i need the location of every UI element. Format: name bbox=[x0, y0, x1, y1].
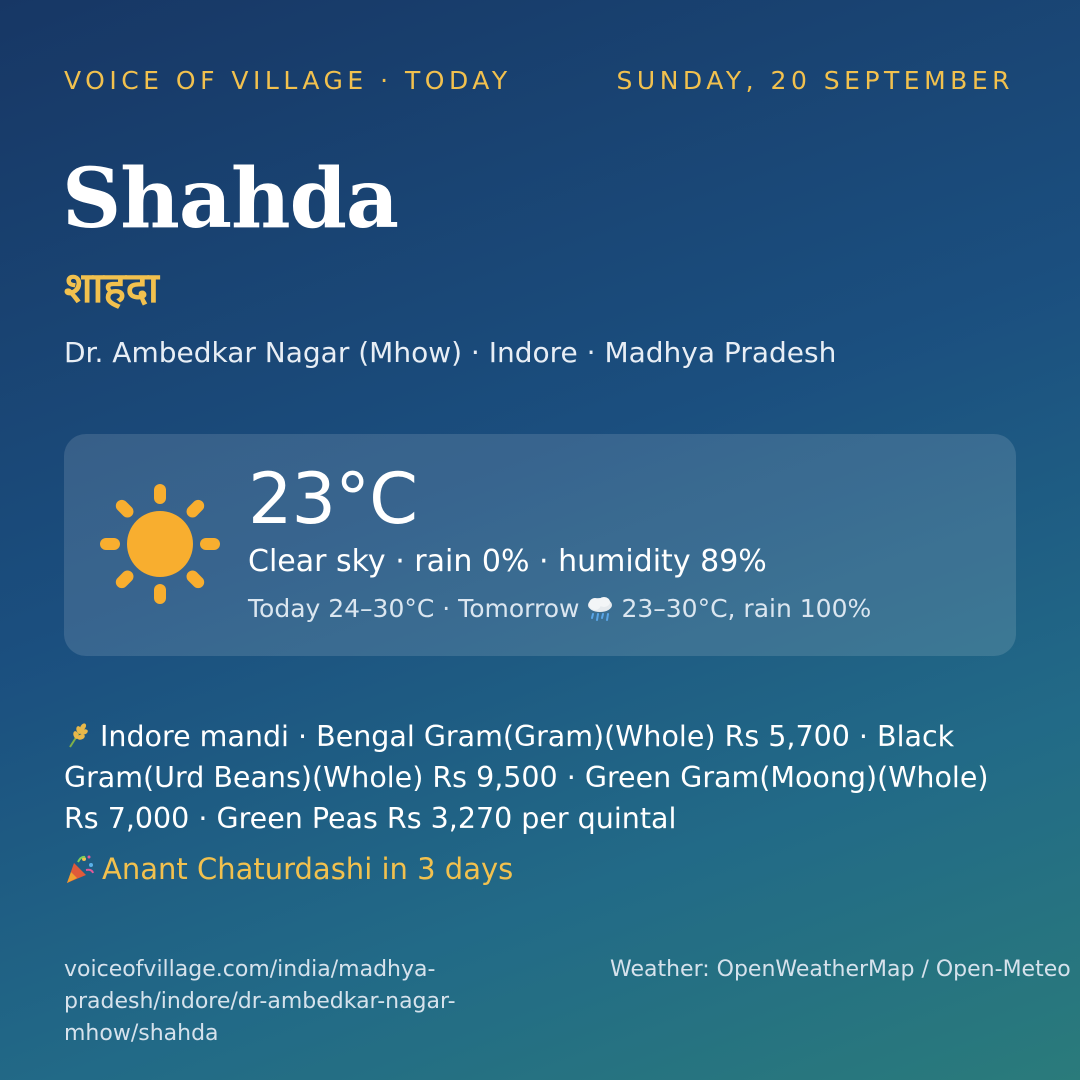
forecast-tomorrow: 23–30°C, rain 100% bbox=[621, 594, 872, 623]
date-label: SUNDAY, 20 SEPTEMBER bbox=[616, 66, 1014, 95]
festival-notice bbox=[64, 852, 513, 886]
sun-icon bbox=[100, 484, 220, 604]
place-title-hindi: शाहदा bbox=[64, 263, 159, 312]
place-title: Shahda bbox=[62, 151, 399, 247]
weather-conditions: Clear sky · rain 0% · humidity 89% bbox=[248, 544, 767, 579]
forecast bbox=[248, 594, 871, 623]
footer-url[interactable]: voiceofvillage.com/india/madhya-pradesh/indore/dr-ambedkar-nagar-mhow/shahda bbox=[64, 957, 456, 1046]
weather-card bbox=[64, 434, 1016, 656]
party-popper-icon bbox=[64, 853, 96, 885]
rain-cloud-icon bbox=[585, 596, 615, 622]
festival-text: Anant Chaturdashi in 3 days bbox=[102, 852, 514, 886]
header bbox=[64, 66, 1014, 95]
forecast-today: Today 24–30°C · Tomorrow bbox=[248, 594, 580, 623]
mandi-prices bbox=[64, 716, 1024, 839]
location-breadcrumb: Dr. Ambedkar Nagar (Mhow) · Indore · Madhya Pradesh bbox=[64, 336, 837, 369]
weather-credit: Weather: OpenWeatherMap / Open-Meteo bbox=[610, 957, 1071, 982]
mandi-text: Indore mandi · Bengal Gram(Gram)(Whole) Rs 5,700 · Black Gram(Urd Beans)(Whole) Rs 9,500 · Green Gram(Moong)(Whole) Rs 7,000 · Green Peas Rs 3,270 per quintal bbox=[64, 720, 989, 835]
temperature: 23°C bbox=[248, 458, 417, 540]
brand-label: VOICE OF VILLAGE · TODAY bbox=[64, 66, 512, 95]
wheat-icon bbox=[64, 721, 92, 749]
